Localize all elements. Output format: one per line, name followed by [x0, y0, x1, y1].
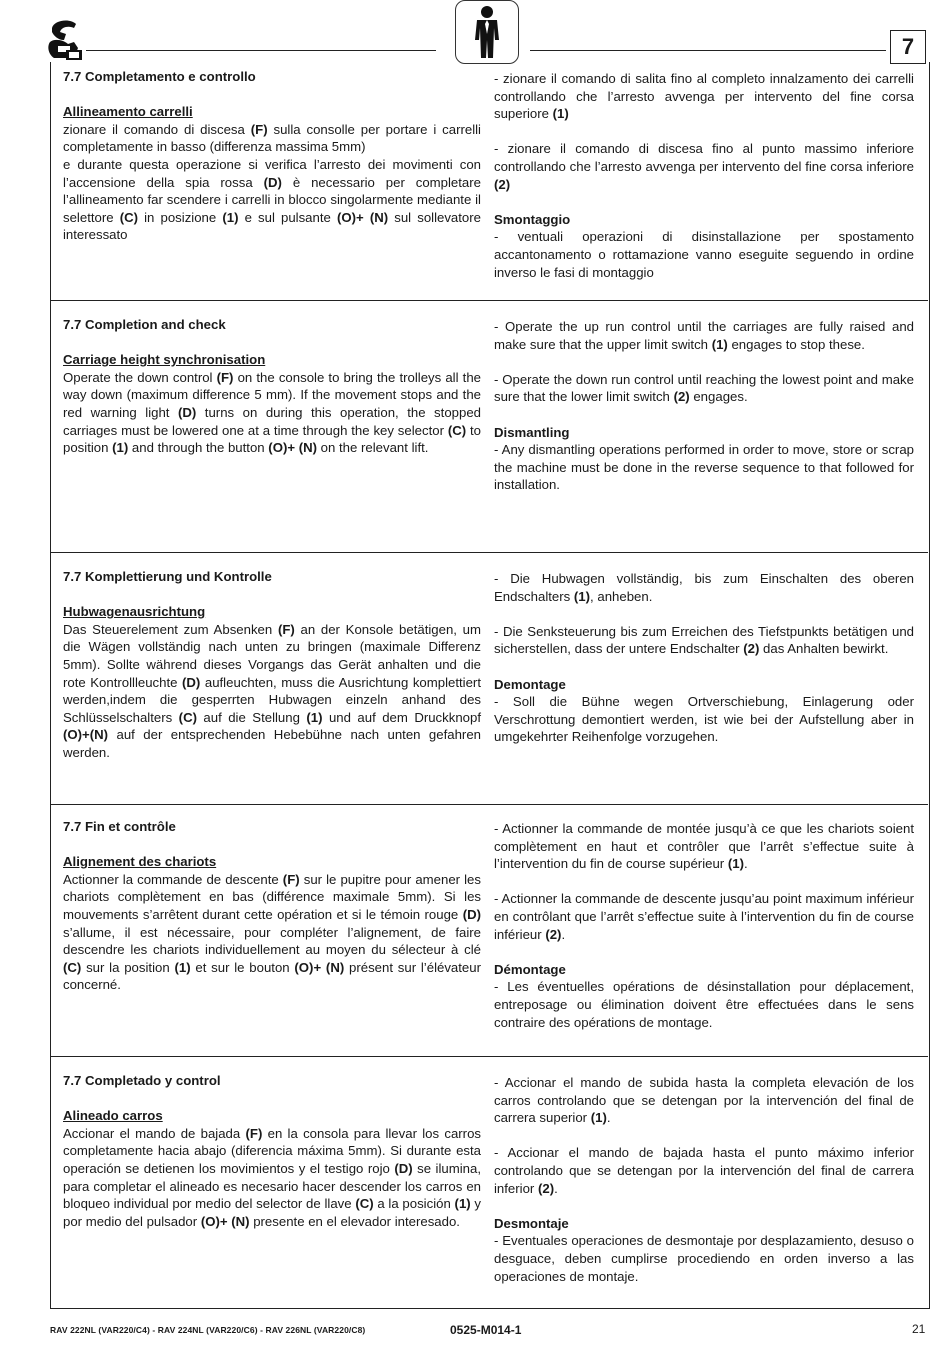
- section-subtitle: Carriage height synchronisation: [63, 352, 266, 368]
- paragraph-gap: [494, 406, 914, 424]
- procedure-step: - Les éventuelles opérations de désinstallation pour déplacement, entreposage ou élimination doivent être effectuées dans le sens contraire des opérations de montage.: [494, 979, 914, 1030]
- section-right-column: [494, 70, 914, 281]
- procedure-step: - Operate the down run control until reaching the lowest point and make sure that the lower limit switch (2) engages.: [494, 371, 914, 405]
- section-instructions: Das Steuerelement zum Absenken (F) an der Konsole betätigen, um die Wägen vollständig nach unten zu bringen (maximale Differenz 5mm). Sollte während dieses Vorgangs das Gerät anhalten und die rote Kontrollleuchte (D) aufleuchten, muss die Ausrichtung komplettiert werden,indem die gesperrten Hubwagen einzeln anhand des Schlüsselschalters (C) auf die Stellung (1) und auf dem Druckknopf (O)+(N) auf der entsprechenden Hebebühne nach unten gefahren werden.: [63, 621, 482, 760]
- dismantling-heading: Dismantling: [494, 424, 570, 440]
- procedure-step: - Actionner la commande de montée jusqu’à ce que les chariots soient complètement en haut et contrôler que l’arrêt s’effectue suite à l’intervention du fin de course supérieur (1).: [494, 821, 914, 872]
- paragraph-gap: [494, 943, 914, 961]
- section-es: [50, 1056, 928, 1308]
- procedure-step: - zionare il comando di salita fino al completo innalzamento dei carrelli controllando che l’arresto avvenga per intervento del fine corsa superiore (1): [494, 71, 914, 122]
- dismantling-heading: Démontage: [494, 961, 566, 977]
- section-left-column: [63, 568, 481, 762]
- procedure-step: - zionare il comando di discesa fino al punto massimo inferiore controllando che l’arresto avvenga per intervento del fine corsa inferiore (2): [494, 141, 914, 192]
- paragraph-gap: [494, 873, 914, 891]
- section-right-column: [494, 820, 914, 1031]
- section-subtitle: Hubwagenausrichtung: [63, 604, 206, 620]
- section-instructions: Operate the down control (F) on the console to bring the trolleys all the way down (maximum difference 5 mm). If the movement stops and the red warning light (D) turns on during this operation, the stopped carriages must be lowered one at a time through the key selector (C) to position (1) and through the button (O)+ (N) on the relevant lift.: [63, 369, 482, 456]
- procedure-step: - Die Hubwagen vollständig, bis zum Einschalten des oberen Endschalters (1), anheben.: [494, 571, 914, 604]
- section-title: 7.7 Fin et contrôle: [63, 819, 176, 834]
- paragraph-gap: [494, 1197, 914, 1215]
- paragraph-gap: [494, 353, 914, 371]
- section-subtitle: Alineado carros: [63, 1108, 163, 1124]
- section-right-column: [494, 1074, 914, 1285]
- section-left-column: [63, 1072, 481, 1230]
- paragraph-gap: [494, 193, 914, 211]
- dismantling-heading: Smontaggio: [494, 211, 571, 227]
- section-title: 7.7 Completado y control: [63, 1073, 221, 1088]
- operator-icon: [455, 0, 519, 64]
- procedure-step: - Operate the up run control until the carriages are fully raised and make sure that the upper limit switch (1) engages to stop these.: [494, 319, 914, 352]
- section-instructions: Accionar el mando de bajada (F) en la consola para llevar los carros completamente hacia abajo (diferencia máxima 5mm). Si durante esta operación se detienen los movimientos y el testigo rojo (D) se ilumina, para completar el alineado es necesario hacer descender los carros en bloqueo individual por medio del selector de llave (C) a la posición (1) y por medio del pulsador (O)+ (N) presente en el elevador interesado.: [63, 1125, 481, 1229]
- dismantling-heading: Demontage: [494, 676, 566, 692]
- chapter-number-badge: 7: [890, 30, 926, 64]
- procedure-step: - Eventuales operaciones de desmontaje por desplazamiento, desuso o desguace, deben cumplirse procediendo en orden inverso a las operaciones de montaje.: [494, 1233, 914, 1284]
- section-instructions: Actionner la commande de descente (F) sur le pupitre pour amener les chariots complètement en bas (différence maximale 5mm). Si les mouvements s’arrêtent durant cette opération et si le témoin rouge (D) s’allume, il est nécessaire, pour compléter l’alignement, de faire descendre les chariots individuellement au moyen du sélecteur à clé (C) sur la position (1) et sur le bouton (O)+ (N) présent sur l’élévateur concerné.: [63, 871, 481, 993]
- procedure-step: - ventuali operazioni di disinstallazione per spostamento accantonamento o rottamazione vanno eseguite seguendo in ordine inverso le fasi di montaggio: [494, 229, 914, 280]
- paragraph-gap: [494, 658, 914, 676]
- section-subtitle: Allineamento carrelli: [63, 104, 193, 120]
- footer-page-number: 21: [912, 1322, 926, 1336]
- section-left-column: [63, 316, 481, 457]
- section-de: [50, 552, 928, 805]
- dismantling-heading: Desmontaje: [494, 1215, 569, 1231]
- section-title: 7.7 Completamento e controllo: [63, 69, 256, 84]
- section-left-column: [63, 818, 481, 994]
- section-en: [50, 300, 928, 553]
- procedure-step: - Soll die Bühne wegen Ortverschiebung, Einlagerung oder Verschrottung demontiert werden, ist wie bei der Aufstellung aber in umgekehrter Reihenfolge vorzugehen.: [494, 694, 914, 745]
- section-title: 7.7 Completion and check: [63, 317, 226, 332]
- section-title: 7.7 Komplettierung und Kontrolle: [63, 569, 272, 584]
- procedure-step: - Die Senksteuerung bis zum Erreichen des Tiefstpunkts betätigen und sicherstellen, dass der untere Endschalter (2) das Anhalten bewirkt.: [494, 623, 914, 657]
- procedure-step: - Accionar el mando de subida hasta la completa elevación de los carros controlando que se detengan por la intervención del final de carrera superior (1).: [494, 1075, 914, 1126]
- section-fr: [50, 804, 928, 1057]
- paragraph-gap: [494, 1127, 914, 1145]
- header-rule-right: [530, 50, 886, 51]
- procedure-step: - Accionar el mando de bajada hasta el punto máximo inferior controlando que se detengan por la intervención del final de carrera inferior (2).: [494, 1145, 914, 1196]
- paragraph-gap: [494, 605, 914, 623]
- section-right-column: [494, 570, 914, 746]
- header-rule-left: [86, 50, 436, 51]
- procedure-step: - Any dismantling operations performed in order to move, store or scrap the machine must be done in the reverse sequence to that followed for installation.: [494, 442, 914, 493]
- paragraph-gap: [494, 123, 914, 141]
- footer-models: RAV 222NL (VAR220/C4) - RAV 224NL (VAR220/C6) - RAV 226NL (VAR220/C8): [50, 1325, 366, 1335]
- page-header: [0, 0, 950, 70]
- footer-doc-code: 0525-M014-1: [450, 1323, 522, 1337]
- brand-logo-icon: [44, 18, 88, 64]
- procedure-step: - Actionner la commande de descente jusqu’au point maximum inférieur en contrôlant que l’arrêt s’effectue suite à l’intervention du fin de course inférieur (2).: [494, 891, 914, 942]
- section-instructions: zionare il comando di discesa (F) sulla consolle per portare i carrelli completamente in basso (differenza massima 5mm) e durante questa operazione si verifica l’arresto dei movimenti con l’accensione della spia rossa (D) è necessario per completare l’allineamento far scendere i carrelli in blocco singolarmente mediante il selettore (C) in posizione (1) e sul pulsante (O)+ (N) sul sollevatore interessato: [63, 121, 481, 243]
- section-right-column: [494, 318, 914, 494]
- section-left-column: [63, 68, 481, 244]
- section-subtitle: Alignement des chariots: [63, 854, 217, 870]
- section-it: [50, 62, 928, 301]
